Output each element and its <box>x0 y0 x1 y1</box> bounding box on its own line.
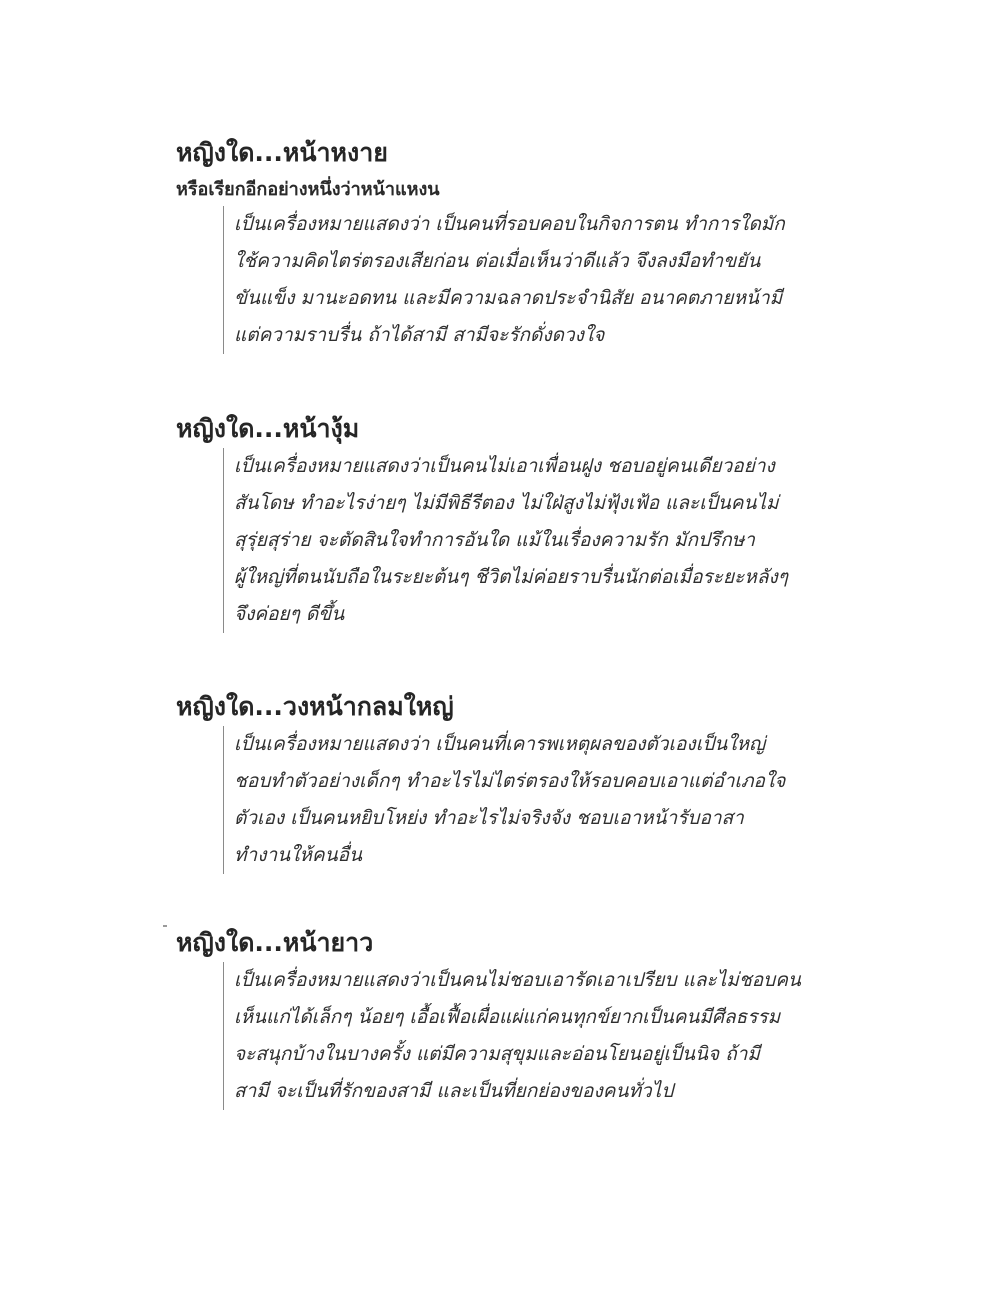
section-body <box>223 726 836 874</box>
section-body <box>223 962 836 1110</box>
body-line: สามี จะเป็นที่รักของสามี และเป็นที่ยกย่องของคนทั่วไป <box>234 1080 674 1102</box>
body-line: เป็นเครื่องหมายแสดงว่าเป็นคนไม่ชอบเอารัดเอาเปรียบ และไม่ชอบคน <box>234 969 801 991</box>
section-heading: หญิงใด...หน้ายาว <box>176 928 374 957</box>
body-line: แต่ความราบรื่น ถ้าได้สามี สามีจะรักดั่งดวงใจ <box>234 324 605 346</box>
section-heading: หญิงใด...หน้าหงาย <box>176 138 388 167</box>
body-line: ชอบทำตัวอย่างเด็กๆ ทำอะไรไม่ไตร่ตรองให้รอบคอบเอาแต่อำเภอใจ <box>234 770 786 792</box>
body-line: ตัวเอง เป็นคนหยิบโหย่ง ทำอะไรไม่จริงจัง ชอบเอาหน้ารับอาสา <box>234 807 744 829</box>
body-line: ทำงานให้คนอื่น <box>234 844 363 866</box>
section-body <box>223 448 836 633</box>
section-subheading: หรือเรียกอีกอย่างหนึ่งว่าหน้าแหงน <box>176 179 440 200</box>
stray-mark <box>163 925 167 927</box>
body-line: สุรุ่ยสุร่าย จะตัดสินใจทำการอันใด แม้ในเรื่องความรัก มักปรึกษา <box>234 529 755 551</box>
body-line: เป็นเครื่องหมายแสดงว่า เป็นคนที่เคารพเหตุผลของตัวเองเป็นใหญ่ <box>234 733 766 755</box>
body-line: จึงค่อยๆ ดีขึ้น <box>234 603 345 625</box>
section-heading: หญิงใด...หน้างุ้ม <box>176 414 360 443</box>
section-heading: หญิงใด...วงหน้ากลมใหญ่ <box>176 692 454 721</box>
body-line: เป็นเครื่องหมายแสดงว่า เป็นคนที่รอบคอบในกิจการตน ทำการใดมัก <box>234 213 785 235</box>
body-line: เห็นแก่ได้เล็กๆ น้อยๆ เอื้อเฟื้อเผื่อแผ่แก่คนทุกข์ยากเป็นคนมีศีลธรรม <box>234 1006 781 1028</box>
body-line: ขันแข็ง มานะอดทน และมีความฉลาดประจำนิสัย อนาคตภายหน้ามี <box>234 287 783 309</box>
body-line: สันโดษ ทำอะไรง่ายๆ ไม่มีพิธีรีตอง ไม่ใฝ่สูงไม่ฟุ้งเฟ้อ และเป็นคนไม่ <box>234 492 779 514</box>
body-line: จะสนุกบ้างในบางครั้ง แต่มีความสุขุมและอ่อนโยนอยู่เป็นนิจ ถ้ามี <box>234 1043 760 1065</box>
body-line: ผู้ใหญ่ที่ตนนับถือในระยะต้นๆ ชีวิตไม่ค่อยราบรื่นนักต่อเมื่อระยะหลังๆ <box>234 566 788 588</box>
body-line: เป็นเครื่องหมายแสดงว่าเป็นคนไม่เอาเพื่อนฝูง ชอบอยู่คนเดียวอย่าง <box>234 455 775 477</box>
body-line: ใช้ความคิดไตร่ตรองเสียก่อน ต่อเมื่อเห็นว่าดีแล้ว จึงลงมือทำขยัน <box>234 250 761 272</box>
section-face-downturned <box>176 412 836 633</box>
section-body <box>223 206 836 354</box>
section-face-round-large <box>176 690 836 874</box>
section-face-upturned <box>176 136 836 354</box>
section-face-long <box>176 926 836 1110</box>
